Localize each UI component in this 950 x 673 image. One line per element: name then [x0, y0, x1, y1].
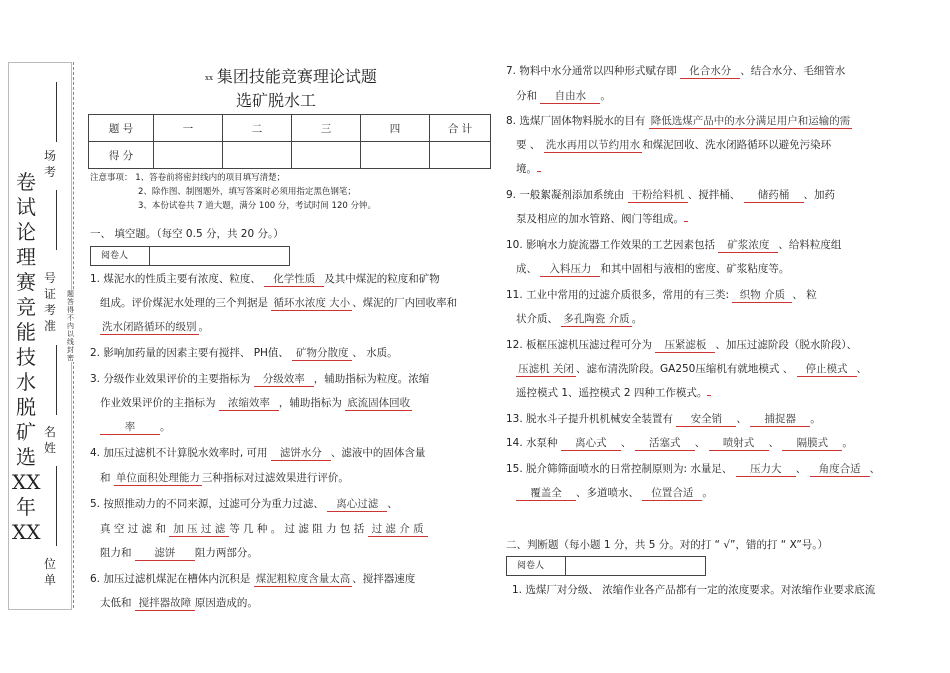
question-line — [100, 420, 171, 435]
question-text: 4. 加压过滤机不计算脱水效率时, 可用 — [90, 447, 271, 459]
question-text: 境。 — [516, 163, 537, 175]
vertical-title-char: 选 — [16, 445, 36, 469]
question-text: 、 — [387, 498, 398, 510]
question-text: 。 — [842, 437, 853, 449]
answer-blank[interactable]: 化合水分 — [680, 64, 740, 79]
question-text: 作业效果评价的主指标为 — [100, 397, 219, 409]
question-line — [516, 212, 688, 226]
question-line — [516, 262, 789, 277]
answer-blank[interactable]: 离心式 — [561, 436, 621, 451]
question-line — [516, 362, 867, 377]
question-line — [100, 522, 428, 537]
answer-blank[interactable]: 压滤机 关闭 — [516, 362, 576, 377]
answer-blank[interactable]: 角度合适 — [810, 462, 870, 477]
question-text: 、多道喷水、 — [576, 487, 643, 499]
seal-line-note: 题答得不内以线封密 — [67, 290, 77, 362]
field-label-unit: 位单 — [44, 557, 57, 587]
field-label-exam-room: 场考 — [44, 149, 57, 179]
answer-blank[interactable]: 加 压 过 滤 — [169, 522, 229, 537]
question-text: 12. 板框压滤机压滤过程可分为 — [506, 339, 656, 351]
note-line: 注意事项： 1、答卷前将密封线内的项目填写清楚； — [90, 173, 286, 183]
answer-blank[interactable]: 隔膜式 — [782, 436, 842, 451]
answer-blank[interactable]: 单位面积处理能力 — [115, 472, 200, 484]
question-line — [516, 486, 713, 501]
note-line: 3、本份试卷共 7 道大题，满分 100 分，考试时间 120 分钟。 — [138, 201, 376, 211]
answer-blank[interactable]: 喷射式 — [709, 436, 769, 451]
question-text: 等 几 种 。 过 滤 阻 力 包 括 — [229, 523, 368, 535]
answer-blank[interactable]: 降低选煤产品中的水分满足用户和运输的需 — [650, 115, 851, 127]
score-header-cell: 三 — [292, 115, 361, 142]
field-line — [56, 345, 57, 415]
vertical-title-char: 论 — [16, 220, 36, 244]
question-text: 、搅拌桶、 — [687, 189, 744, 201]
answer-blank[interactable]: 压力大 — [736, 462, 796, 477]
question-text: 及其中煤泥的粒度和矿物 — [324, 273, 440, 285]
score-header-cell: 合 计 — [430, 115, 491, 142]
question-text: 、 — [795, 463, 810, 475]
score-header-cell: 题 号 — [89, 115, 154, 142]
question-line — [506, 114, 852, 129]
answer-blank[interactable]: 分级效率 — [254, 372, 314, 387]
question-line — [506, 238, 841, 253]
question-line — [516, 312, 642, 327]
question-text: 分和 — [516, 90, 541, 102]
question-text: 11. 工业中常用的过滤介质很多，常用的有三类: — [506, 289, 733, 301]
question-line — [506, 338, 857, 353]
reviewer-label: 阅卷人 — [91, 247, 150, 265]
answer-blank[interactable]: 捕捉器 — [750, 412, 810, 427]
question-text: 、加药 — [803, 189, 836, 201]
field-line — [56, 82, 57, 142]
field-label-name: 名姓 — [44, 425, 57, 455]
question-text: 、 — [620, 437, 635, 449]
question-line — [506, 64, 845, 79]
vertical-title-char: 理 — [16, 245, 36, 269]
question-text: 。 — [810, 413, 821, 425]
question-text: 。 — [198, 321, 209, 333]
question-text: 真 空 过 滤 和 — [100, 523, 170, 535]
note-line: 2、除作图、制图题外，填写答案时必须用指定黑色钢笔； — [138, 187, 356, 197]
vertical-title-char: 卷 — [16, 170, 36, 194]
question-text: 9. 一般絮凝剂添加系统由 — [506, 189, 628, 201]
question-text: 太低和 — [100, 597, 135, 609]
answer-blank[interactable]: 洗水再用以节约用水 — [545, 139, 641, 151]
score-input-cell[interactable] — [223, 142, 292, 169]
question-text: 泵及相应的加水管路、阀门等组成。 — [516, 213, 684, 225]
question-line — [100, 471, 349, 486]
question-line — [506, 462, 880, 477]
question-text: 。 — [702, 487, 713, 499]
question-text: 组成。评价煤泥水处理的三个判据是 — [100, 297, 272, 309]
answer-blank[interactable]: 安全销 — [676, 412, 736, 427]
exam-subtitle: 选矿脱水工 — [236, 91, 317, 110]
answer-blank[interactable] — [707, 395, 711, 396]
answer-blank[interactable]: 底流固体回收 — [347, 397, 411, 409]
answer-blank[interactable]: 循环水浓度 大小 — [273, 297, 351, 309]
question-text: 13. 脱水斗子提升机机械安全装置有 — [506, 413, 677, 425]
question-text: 。 — [160, 421, 171, 433]
question-text: 3. 分级作业效果评价的主要指标为 — [90, 373, 254, 385]
question-line — [506, 188, 835, 203]
exam-title: xx 集团技能竞赛理论试题 — [205, 67, 377, 86]
score-header-cell: 二 — [223, 115, 292, 142]
answer-blank[interactable]: 搅拌器故障 — [135, 596, 195, 611]
reviewer-box — [506, 556, 706, 576]
question-text: 15. 脱介筛筛面喷水的日常控制原则为: 水量足、 — [506, 463, 736, 475]
field-line — [56, 190, 57, 250]
answer-blank[interactable]: 滤饼 — [135, 546, 195, 561]
question-text: 、 水质。 — [352, 347, 398, 359]
answer-blank[interactable]: 储药桶 — [744, 188, 804, 203]
answer-blank[interactable]: 停止模式 — [797, 362, 857, 377]
question-text: 、 — [768, 437, 783, 449]
score-input-cell[interactable] — [154, 142, 223, 169]
answer-blank[interactable]: 煤泥粗粒度含量太高 — [255, 573, 351, 585]
vertical-title-char: 水 — [16, 370, 36, 394]
section1-heading: 一、 填空题。（每空 0.5 分，共 20 分。） — [90, 228, 284, 240]
question-text: 、滤布清洗阶段。GA250压缩机有就地模式 、 — [576, 363, 797, 375]
question-text: 原因造成的。 — [194, 597, 258, 609]
answer-blank[interactable]: 离心过滤 — [327, 497, 387, 512]
score-table — [88, 114, 491, 169]
question-text: 。 — [600, 90, 611, 102]
reviewer-label: 阅卷人 — [507, 557, 566, 575]
answer-blank[interactable]: 洗水闭路循环的级别 — [102, 321, 197, 333]
vertical-title-char: XX — [12, 470, 41, 494]
question-text: 要 、 — [516, 139, 544, 151]
answer-blank[interactable]: 干粉给料机 — [628, 188, 688, 203]
answer-blank[interactable]: 化学性质 — [264, 272, 324, 287]
question-line — [506, 412, 821, 427]
question-text: 阻力两部分。 — [194, 547, 258, 559]
question-text: 和 — [100, 472, 114, 484]
question-line — [516, 138, 831, 153]
question-text: 、 — [869, 463, 881, 475]
vertical-title-char: 竞 — [16, 295, 36, 319]
answer-blank[interactable]: 位置合适 — [642, 486, 702, 501]
score-input-cell[interactable] — [361, 142, 430, 169]
question-line — [100, 596, 258, 611]
question-line — [90, 372, 429, 387]
question-text: 阻力和 — [100, 547, 135, 559]
answer-blank[interactable]: 矿物分散度 — [292, 346, 352, 361]
field-label-ticket-number: 号证考准 — [44, 271, 57, 333]
question-text: 三种指标对过滤效果进行评价。 — [201, 472, 349, 484]
question-text: 8. 选煤厂固体物料脱水的目有 — [506, 115, 649, 127]
vertical-title-char: 能 — [16, 320, 36, 344]
answer-blank[interactable]: 过 滤 介 质 — [368, 522, 428, 537]
question-text: 1. 煤泥水的性质主要有浓度、粒度、 — [90, 273, 265, 285]
notes — [90, 171, 376, 213]
question-text: ，辅助指标为 — [278, 397, 346, 409]
question-text: 、 — [856, 363, 868, 375]
question-text: 、 — [736, 413, 751, 425]
answer-blank[interactable]: 织物 介质 — [732, 288, 792, 303]
question-text: 5. 按照推动力的不同来源，过滤可分为重力过滤、 — [90, 498, 328, 510]
question-line — [506, 288, 817, 303]
answer-blank[interactable]: 入料压力 — [540, 262, 600, 277]
question-text: 、 — [694, 437, 709, 449]
judge-question-1: 1. 选煤厂对分级、 浓缩作业各产品都有一定的浓度要求。对浓缩作业要求底流 — [512, 584, 876, 596]
score-header-cell: 四 — [361, 115, 430, 142]
question-text: 成、 — [516, 263, 541, 275]
question-text: 、结合水分、毛细管水 — [740, 65, 846, 77]
question-text: 、加压过滤阶段（脱水阶段）、 — [715, 339, 858, 351]
question-text: 遥控模式 1、遥控模式 2 四种工作模式。 — [516, 387, 708, 399]
score-header-cell: 一 — [154, 115, 223, 142]
question-line — [100, 320, 209, 335]
question-line — [100, 546, 258, 561]
vertical-title-char: 脱 — [16, 395, 36, 419]
question-text: 、 粒 — [792, 289, 817, 301]
question-text: 14. 水泵种 — [506, 437, 561, 449]
vertical-title-char: 赛 — [16, 270, 36, 294]
reviewer-box — [90, 246, 290, 266]
vertical-exam-title — [12, 170, 40, 545]
question-line — [90, 346, 398, 361]
question-line — [100, 396, 412, 411]
answer-blank[interactable]: 自由水 — [540, 89, 600, 104]
answer-blank[interactable] — [537, 171, 541, 172]
question-text: 10. 影响水力旋流器工作效果的工艺因素包括 — [506, 239, 719, 251]
question-line — [100, 296, 457, 311]
question-text: 和其中固相与液相的密度、矿浆粘度等。 — [600, 263, 790, 275]
question-line — [506, 436, 853, 451]
question-line — [90, 572, 415, 587]
question-text: 6. 加压过滤机煤泥在槽体内沉积是 — [90, 573, 254, 585]
vertical-title-char: 年 — [16, 495, 36, 519]
question-line — [516, 386, 711, 400]
question-text: 2. 影响加药量的因素主要有搅拌、 PH值、 — [90, 347, 293, 359]
answer-blank[interactable] — [684, 221, 688, 222]
question-text: 、滤液中的固体含量 — [330, 447, 426, 459]
score-input-cell[interactable] — [430, 142, 491, 169]
question-line — [516, 162, 541, 176]
answer-blank[interactable]: 多孔陶瓷 介质 — [563, 313, 630, 325]
vertical-title-char: 技 — [16, 345, 36, 369]
answer-blank[interactable]: 浓缩效率 — [219, 396, 279, 411]
question-line — [90, 497, 398, 512]
score-input-cell[interactable] — [292, 142, 361, 169]
question-text: 、给料粒度组 — [778, 239, 842, 251]
question-text: 状介质、 — [516, 313, 562, 325]
vertical-title-char: 试 — [16, 195, 36, 219]
vertical-title-char: XX — [12, 520, 41, 544]
question-line — [516, 89, 611, 104]
question-line — [90, 446, 425, 461]
question-text: 7. 物料中水分通常以四种形式赋存即 — [506, 65, 681, 77]
question-line — [90, 272, 440, 287]
vertical-title-char: 矿 — [16, 420, 36, 444]
question-text: 和煤泥回收、洗水闭路循环以避免污染环 — [642, 139, 832, 151]
answer-blank[interactable]: 率 — [100, 420, 160, 435]
answer-blank[interactable]: 活塞式 — [635, 436, 695, 451]
field-line — [56, 466, 57, 546]
question-text: 、煤泥的厂内回收率和 — [352, 297, 458, 309]
answer-blank[interactable]: 矿浆浓度 — [718, 238, 778, 253]
answer-blank[interactable]: 覆盖全 — [516, 486, 576, 501]
question-text: 。 — [631, 313, 643, 325]
answer-blank[interactable]: 压紧滤板 — [655, 338, 715, 353]
answer-blank[interactable]: 滤饼水分 — [271, 446, 331, 461]
question-text: ，辅助指标为粒度。浓缩 — [313, 373, 430, 385]
section2-heading: 二、判断题（每小题 1 分，共 5 分。对的打 “ √”，错的打 “ X”号。） — [506, 539, 829, 551]
question-text: 、搅拌器速度 — [352, 573, 416, 585]
score-label-cell: 得 分 — [89, 142, 154, 169]
